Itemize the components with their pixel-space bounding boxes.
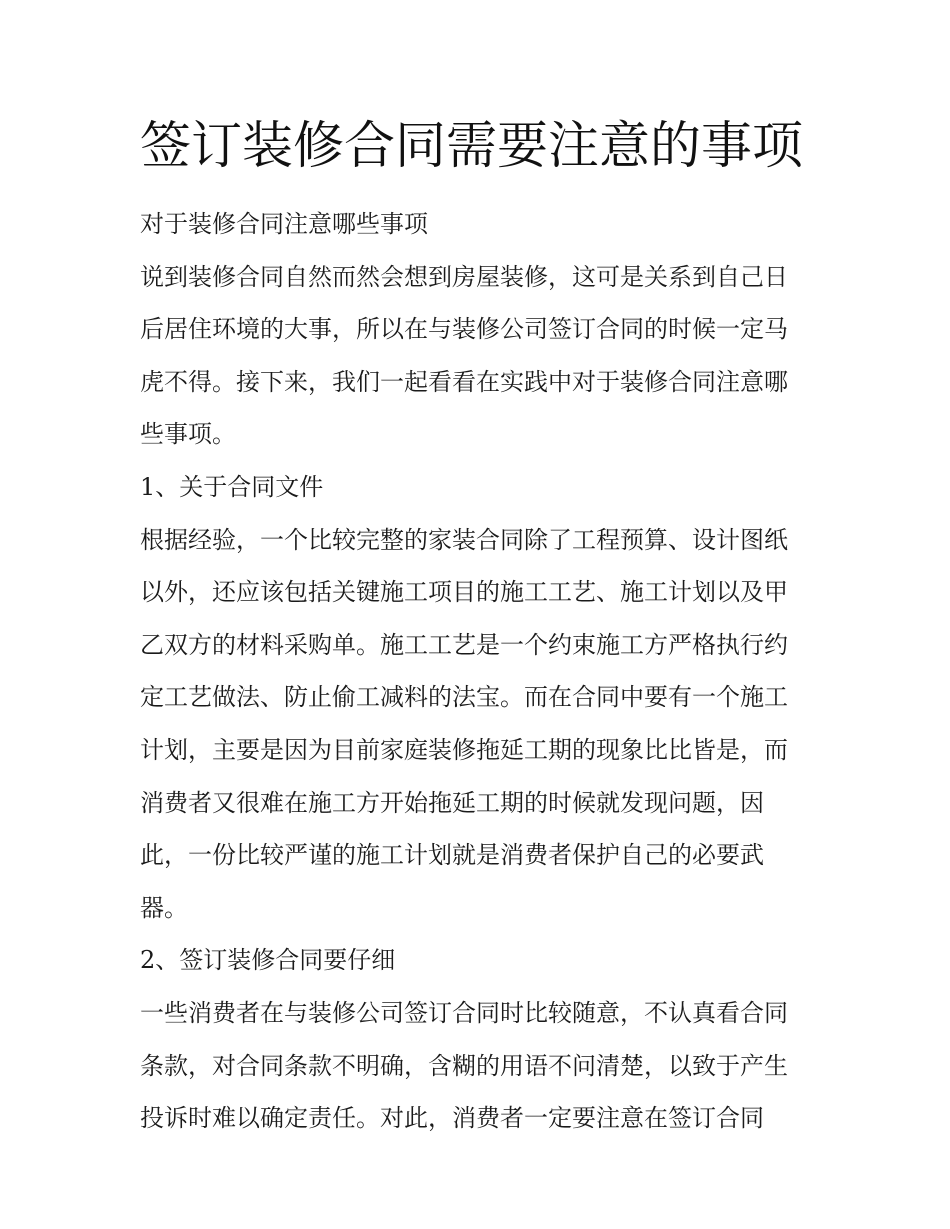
paragraph-line: 器。 (140, 893, 188, 922)
paragraph-line: 消费者又很难在施工方开始拖延工期的时候就发现问题，因 (140, 788, 764, 817)
paragraph-line: 根据经验，一个比较完整的家装合同除了工程预算、设计图纸 (140, 525, 788, 554)
paragraph-line: 些事项。 (140, 420, 236, 449)
paragraph-line: 条款，对合同条款不明确，含糊的用语不问清楚，以致于产生 (140, 1051, 788, 1080)
paragraph-line: 计划，主要是因为目前家庭装修拖延工期的现象比比皆是，而 (140, 735, 788, 764)
paragraph-line: 虎不得。接下来，我们一起看看在实践中对于装修合同注意哪 (140, 367, 788, 396)
paragraph-line: 说到装修合同自然而然会想到房屋装修，这可是关系到自己日 (140, 262, 788, 291)
paragraph-line: 定工艺做法、防止偷工减料的法宝。而在合同中要有一个施工 (140, 683, 788, 712)
section-heading: 2、签订装修合同要仔细 (140, 946, 396, 975)
document-body (140, 198, 820, 1145)
subtitle-line: 对于装修合同注意哪些事项 (140, 210, 428, 238)
paragraph-line: 后居住环境的大事，所以在与装修公司签订合同的时候一定马 (140, 315, 788, 344)
document-title: 签订装修合同需要注意的事项 (140, 117, 804, 176)
paragraph-line: 投诉时难以确定责任。对此，消费者一定要注意在签订合同 (140, 1104, 764, 1133)
paragraph-line: 乙双方的材料采购单。施工工艺是一个约束施工方严格执行约 (140, 630, 788, 659)
paragraph-line: 此，一份比较严谨的施工计划就是消费者保护自己的必要武 (140, 841, 764, 870)
paragraph-line: 一些消费者在与装修公司签订合同时比较随意，不认真看合同 (140, 998, 788, 1027)
paragraph-line: 以外，还应该包括关键施工项目的施工工艺、施工计划以及甲 (140, 578, 788, 607)
section-heading: 1、关于合同文件 (140, 472, 324, 501)
